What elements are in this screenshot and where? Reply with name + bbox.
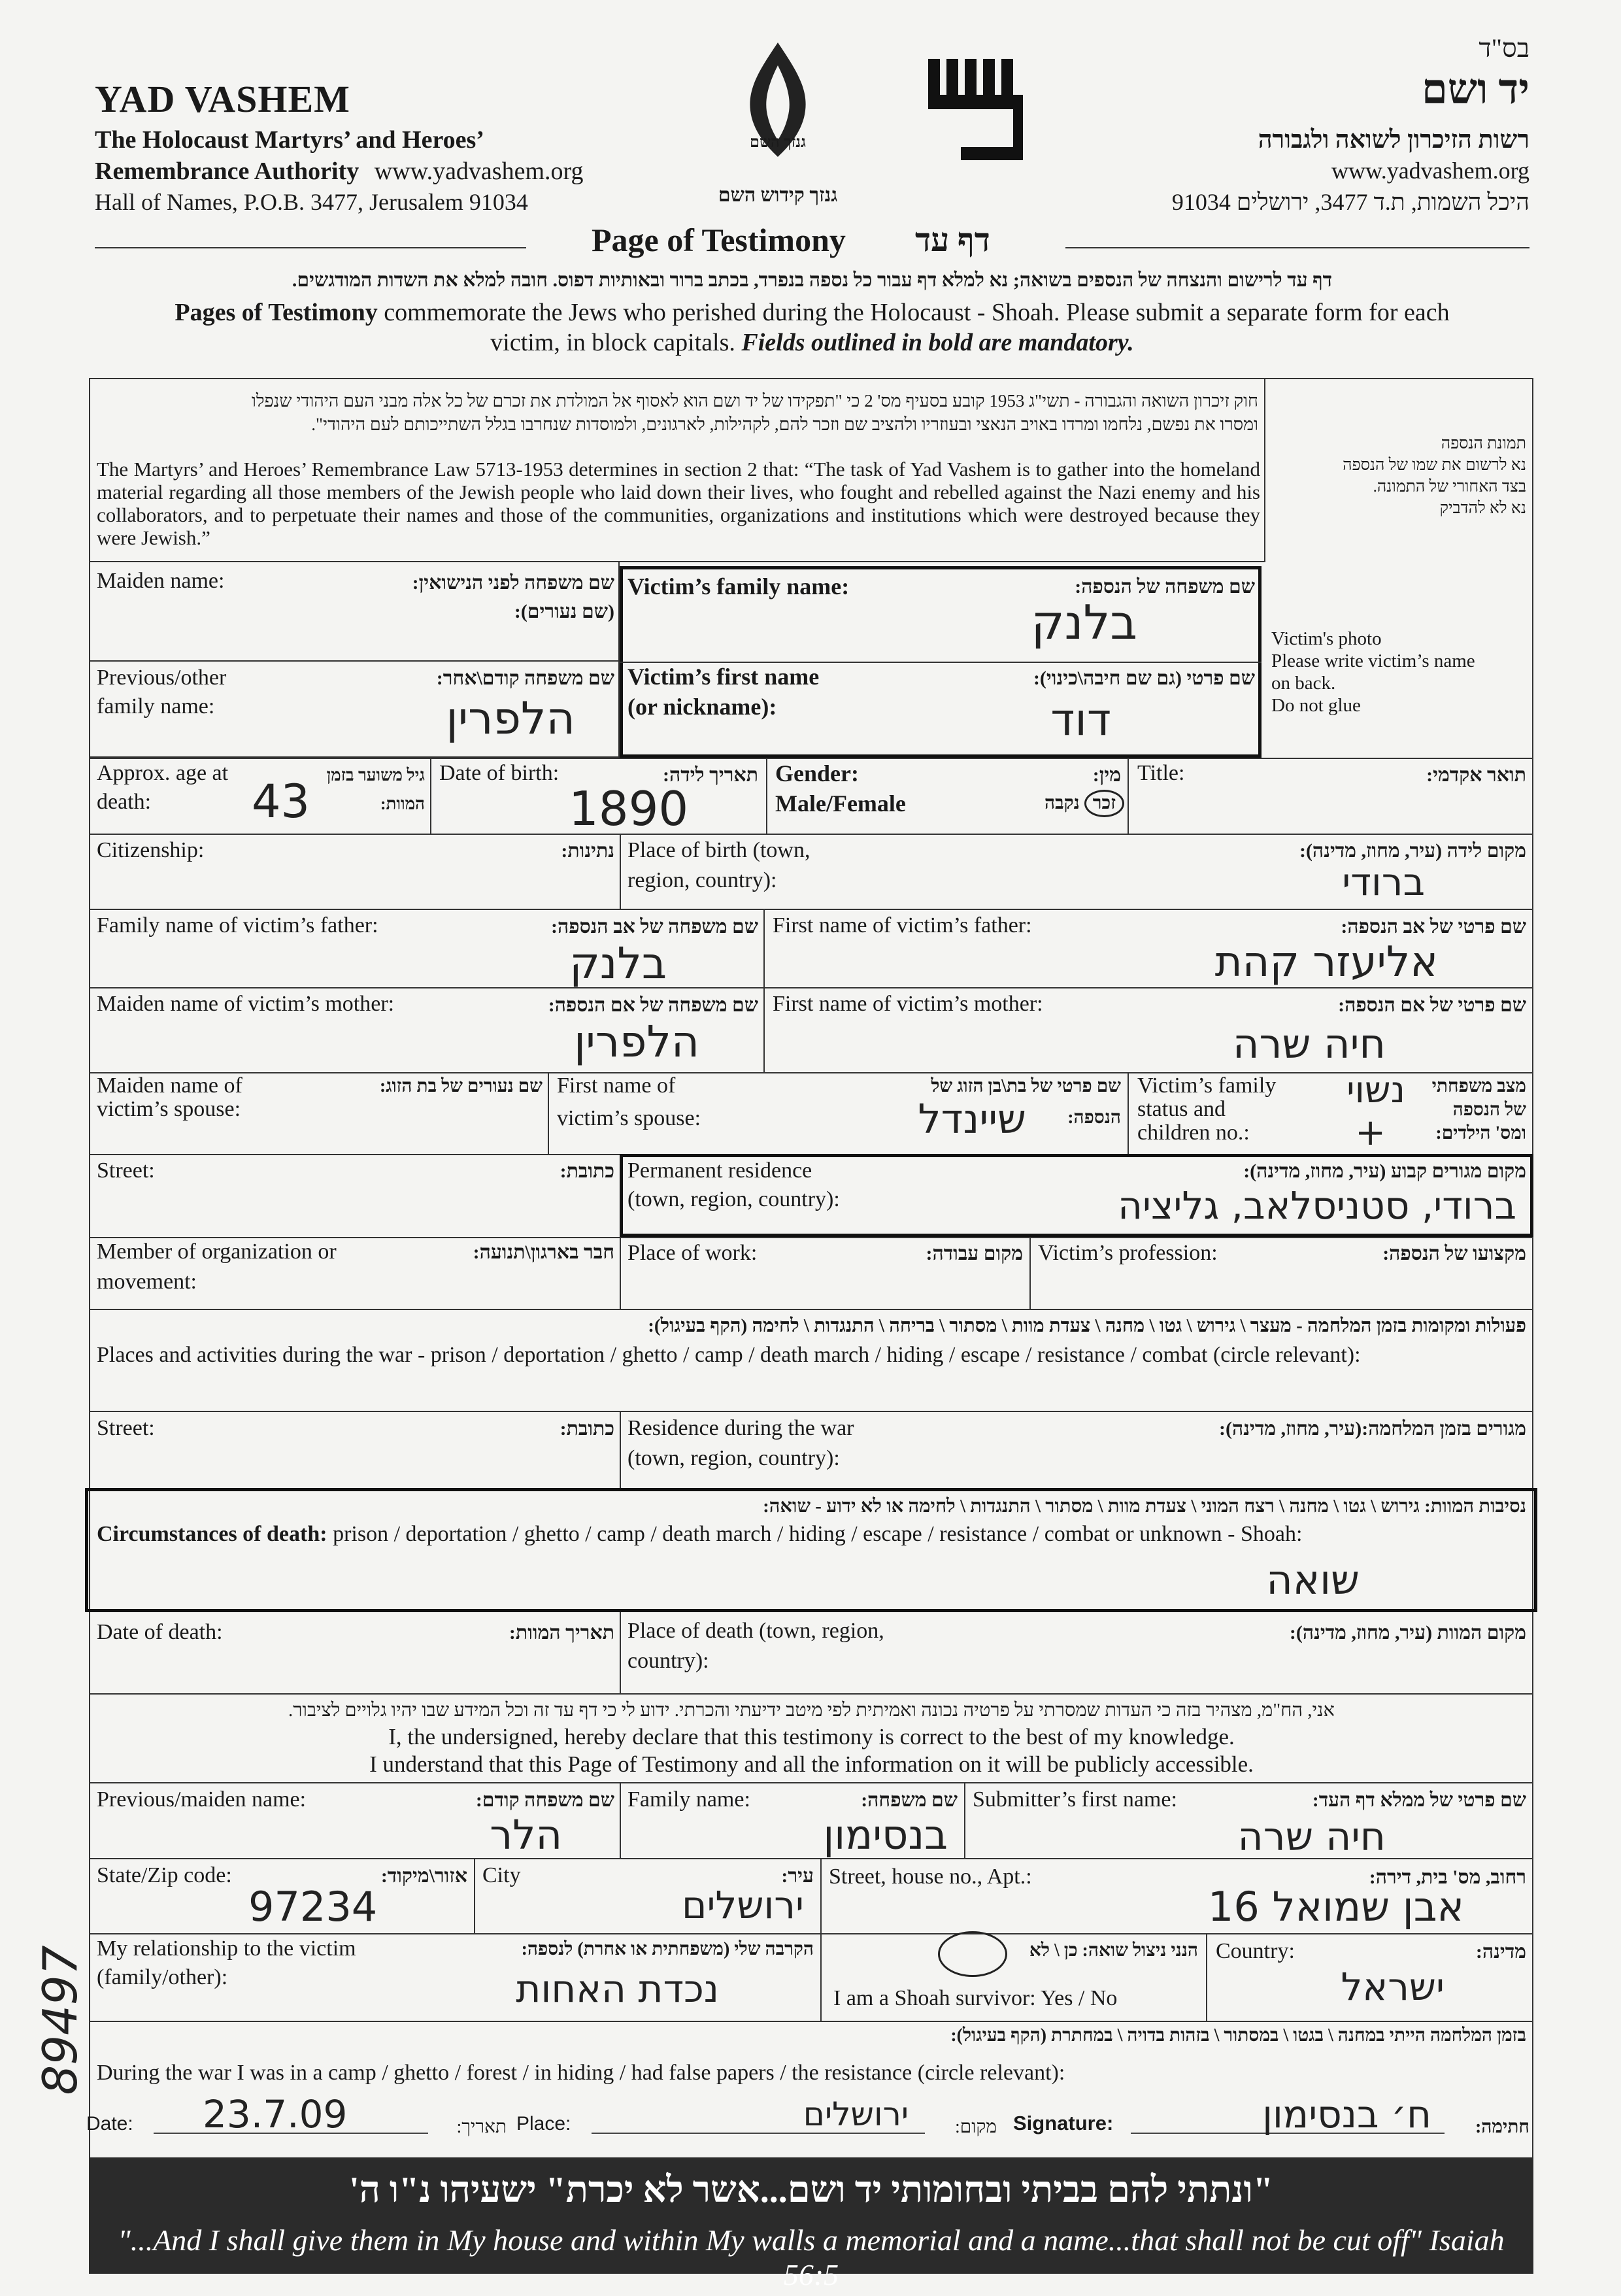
age-value[interactable]: 43: [252, 775, 310, 828]
submitter-prev-label: Previous/maiden name:: [97, 1787, 307, 1812]
gender-female[interactable]: נקבה: [1044, 793, 1080, 813]
workplace-label: Place of work:: [627, 1241, 758, 1265]
father-family-label: Family name of victim’s father:: [97, 913, 378, 937]
prev-family-label-1: Previous/other: [97, 666, 227, 690]
war-activities-en: Places and activities during the war - prison / deportation / ghetto / camp / death march / hiding / escape / resistance / combat (circle relevant):: [97, 1343, 1361, 1367]
relationship-value[interactable]: נכדת האחות: [516, 1967, 719, 2011]
dob-label-he: תאריך לידה:: [663, 764, 758, 786]
circumstances-en: [97, 1521, 1302, 1548]
date-label-he: תאריך:: [456, 2117, 507, 2137]
bsd-mark: בס"ד: [1479, 33, 1529, 63]
father-family-label-he: שם משפחה של אב הנספה:: [551, 916, 758, 937]
country-label: Country:: [1216, 1939, 1295, 1963]
photo-he-2: נא לרשום את שמו של הנספה: [1343, 456, 1526, 474]
address-he: היכל השמות, ת.ד 3477, ירושלים 91034: [1171, 189, 1529, 215]
relationship-label-2: (family/other):: [97, 1965, 228, 1989]
place-value[interactable]: ירושלים: [803, 2095, 909, 2133]
father-first-label: First name of victim’s father:: [773, 913, 1032, 937]
org-name-he: יד ושם: [1421, 66, 1529, 112]
signature-label: Signature:: [1013, 2112, 1114, 2135]
father-first-value[interactable]: אליעזר קהת: [1214, 938, 1438, 987]
spouse-first-label-2: victim’s spouse:: [557, 1106, 701, 1130]
instructions-en-italic: Fields outlined in bold are mandatory.: [741, 329, 1134, 356]
profession-label-he: מקצועו של הנספה:: [1382, 1243, 1526, 1264]
subtitle-en-2: Remembrance Authority: [95, 158, 359, 185]
submitter-family-value[interactable]: בנסימון: [823, 1811, 948, 1859]
perm-res-label-1: Permanent residence: [627, 1158, 812, 1183]
title-rule-right: [1065, 247, 1529, 248]
birthplace-label-he: מקום לידה (עיר, מחוז, מדינה):: [1299, 840, 1526, 862]
victim-first-label-he: שם פרטי (גם שם חיבה\כינוי):: [1033, 667, 1255, 689]
submitter-divider-1: [620, 1782, 621, 1858]
archive-number: 89497: [33, 1945, 88, 2095]
dob-label: Date of birth:: [439, 761, 560, 785]
spouse-first-label-he-1: שם פרטי של בת\בן הזוג של: [931, 1076, 1121, 1096]
law-en: The Martyrs’ and Heroes’ Remembrance Law 5713-1953 determines in section 2 that: “The task of Yad Vashem is to gather into the homeland material regarding all those members of the Jewish people who laid down their lives, who fought and rebelled against the Nazi enemy and his collaborators, and to perpetuate their names and those of the communities, organizations and institutions which were destroyed because they were Jewish.”: [97, 458, 1260, 549]
footer-quote-he: "ונתתי להם בביתי ובחומותי יד ושם...אשר לא יכרת" ישעיהו נ"ו ה': [349, 2170, 1273, 2210]
address-en: Hall of Names, P.O.B. 3477, Jerusalem 91034: [95, 189, 528, 215]
row-divider-declaration: [89, 1693, 1533, 1695]
survivor-no-circle[interactable]: [938, 1931, 1007, 1977]
mother-first-value[interactable]: חיה שרה: [1232, 1020, 1386, 1068]
profession-label: Victim’s profession:: [1038, 1241, 1218, 1265]
law-he-1: חוק זיכרון השואה והגבורה - תשי"ג 1953 קובע בסעיף מס' 2 כי "תפקידו של יד ושם הוא לאסוף אל המולדת את זכרם של כל אלה מבני העם היהודי שנפלו: [251, 391, 1258, 411]
city-label-he: עיר:: [781, 1865, 814, 1887]
date-death-label-he: תאריך המוות:: [509, 1622, 614, 1644]
dob-value[interactable]: 1890: [569, 781, 689, 836]
instructions-en-bold: Pages of Testimony: [175, 299, 378, 326]
circumstances-value[interactable]: שואה: [1266, 1556, 1360, 1604]
row-divider-relationship: [89, 1933, 1533, 1934]
declaration-he: אני, הח"מ, מצהיר בזה כי העדות שמסרתי על פרטיה נכונה ואמיתית לפי מיטב ידיעתי והכרתי. ידוע לי כי דף עד זה וכל המידע שבו יהיו גלויים לציבור.: [288, 1700, 1335, 1721]
org-label-1: Member of organization or: [97, 1240, 337, 1264]
maiden-name-label-he2: (שם נעורים):: [514, 601, 614, 622]
row-divider-war-res: [89, 1411, 1533, 1412]
birthplace-label-1: Place of birth (town,: [627, 838, 811, 862]
row-divider-war-status: [89, 2021, 1533, 2022]
victim-first-value[interactable]: דוד: [1050, 694, 1111, 746]
law-he-2: ומסרו את נפשם, נלחמו ומרדו באויב הנאצי ובעוזריו ולהציב שם וזכר להם, לקהילות, לארגונים, ולמוסדות שנחרבו בגלל השתייכותם לעם היהודי".: [311, 414, 1258, 434]
row-divider-war: [89, 1309, 1533, 1310]
title-rule-left: [95, 247, 526, 248]
row-divider-submitter: [89, 1782, 1533, 1783]
submitter-family-label-he: שם משפחה:: [861, 1789, 958, 1811]
title-label: Title:: [1137, 761, 1185, 785]
war-res-label-1: Residence during the war: [627, 1416, 854, 1440]
perm-res-value[interactable]: ברודי, סטניסלאב, גליציה: [1118, 1183, 1516, 1228]
instructions-he: דף עד לרישום והנצחה של הנספים בשואה; נא למלא דף עבור כל נספה בנפרד, בכתב ברור ובאותיות דפוס. חובה למלא את השדות המודגשים.: [292, 269, 1333, 291]
gender-label-1: Gender:: [775, 760, 859, 786]
spouse-first-label-he-2: הנספה:: [1067, 1107, 1121, 1128]
family-status-label-3: children no.:: [1137, 1121, 1250, 1145]
address-divider-1: [474, 1858, 475, 1933]
logo-caption: גנזך קידוש השם: [718, 184, 838, 206]
family-status-value-2[interactable]: +: [1355, 1111, 1386, 1154]
zip-value[interactable]: 97234: [248, 1883, 378, 1931]
submitter-first-value[interactable]: חיה שרה: [1237, 1814, 1386, 1860]
prev-family-label-he: שם משפחה קודם\אחר:: [436, 667, 614, 689]
parents-divider: [763, 909, 765, 1072]
photo-instructions-he: [1271, 433, 1526, 519]
victim-family-label: Victim’s family name:: [627, 573, 850, 599]
spouse-first-value[interactable]: שיינדל: [918, 1095, 1026, 1143]
street-house-label-he: רחוב, מס' בית, דירה:: [1369, 1866, 1526, 1888]
gender-label-he: מין:: [1092, 764, 1121, 786]
address-divider-2: [820, 1858, 822, 1933]
page-title-en: Page of Testimony: [592, 222, 846, 258]
relationship-divider-1: [820, 1933, 822, 2021]
relationship-label-1: My relationship to the victim: [97, 1936, 356, 1961]
row-divider-citizenship: [89, 834, 1533, 835]
title-label-he: תואר אקדמי:: [1426, 764, 1526, 786]
gender-title-divider: [1128, 758, 1129, 834]
war-res-divider: [620, 1411, 621, 1488]
instructions-en: [95, 297, 1529, 358]
family-status-he-3: ומס' הילדים:: [1435, 1123, 1526, 1143]
org-name-en: YAD VASHEM: [95, 78, 350, 120]
age-label-he-1: גיל משוער בזמן: [326, 766, 425, 785]
citizenship-divider: [620, 834, 621, 909]
place-label-he: מקום:: [955, 2117, 997, 2137]
citizenship-label: Citizenship:: [97, 838, 205, 862]
war-res-label-2: (town, region, country):: [627, 1446, 840, 1470]
survivor-label-he: הנני ניצול שואה: כן \ לא: [1029, 1940, 1198, 1961]
spouse-first-label-1: First name of: [557, 1073, 676, 1098]
instructions-en-2: victim, in block capitals.: [490, 329, 742, 356]
age-dob-divider: [430, 758, 431, 834]
spouse-divider-2: [1128, 1072, 1129, 1154]
street-label-he: כתובת:: [560, 1160, 614, 1182]
street-house-label: Street, house no., Apt.:: [829, 1865, 1032, 1889]
country-label-he: מדינה:: [1475, 1941, 1526, 1963]
mother-first-label-he: שם פרטי של אם הנספה:: [1338, 994, 1526, 1016]
yad-vashem-mark-icon: [922, 56, 1033, 167]
war-status-en: During the war I was in a camp / ghetto / forest / in hiding / had false papers / the resistance (circle relevant):: [97, 2061, 1065, 2085]
photo-en-2: Please write victim’s name: [1271, 650, 1475, 671]
victim-family-value[interactable]: בלנק: [1031, 595, 1137, 650]
photo-en-3: on back.: [1271, 673, 1336, 694]
website-he: www.yadvashem.org: [1331, 158, 1529, 184]
mother-maiden-value[interactable]: הלפרין: [574, 1017, 699, 1067]
gender-male-circled[interactable]: זכר: [1084, 790, 1124, 817]
photo-he-3: בצד האחורי של התמונה.: [1373, 478, 1526, 496]
war-street-label: Street:: [97, 1416, 155, 1440]
war-res-label-he: מגורים בזמן המלחמה:(עיר, מחוז, מדינה):: [1218, 1418, 1526, 1440]
perm-res-label-he: מקום מגורים קבוע (עיר, מחוז, מדינה):: [1243, 1160, 1526, 1182]
submitter-divider-2: [964, 1782, 965, 1858]
prev-family-value[interactable]: הלפרין: [446, 693, 575, 745]
submitter-prev-label-he: שם משפחה קודם:: [475, 1789, 614, 1811]
family-status-value-1[interactable]: נשוי: [1346, 1069, 1405, 1111]
survivor-label-en: I am a Shoah survivor: Yes / No: [833, 1986, 1118, 2010]
father-first-label-he: שם פרטי של אב הנספה:: [1341, 916, 1526, 937]
zip-label: State/Zip code:: [97, 1863, 232, 1887]
age-label-1: Approx. age at: [97, 761, 229, 785]
zip-label-he: אזור\מיקוד:: [380, 1865, 467, 1887]
date-death-label: Date of death:: [97, 1620, 223, 1644]
maiden-name-label-he: שם משפחה לפני הנישואין:: [412, 572, 614, 594]
country-value[interactable]: ישראל: [1341, 1965, 1445, 2009]
victim-first-label-2: (or nickname):: [627, 694, 777, 720]
dob-gender-divider: [766, 758, 767, 834]
street-house-value[interactable]: אבן שמואל 16: [1207, 1883, 1464, 1931]
place-death-label-2: country):: [627, 1649, 709, 1673]
family-status-he-2: של הנספה: [1452, 1100, 1526, 1120]
prev-family-label-2: family name:: [97, 694, 215, 718]
father-family-value[interactable]: בלנק: [569, 938, 667, 988]
death-divider: [620, 1612, 621, 1693]
spouse-maiden-label-1: Maiden name of: [97, 1073, 242, 1098]
war-status-he: בזמן המלחמה הייתי במחנה \ בגטו \ במסתור \ בזהות בדויה \ במחתרת (הקף בעיגול):: [950, 2025, 1526, 2046]
date-value[interactable]: 23.7.09: [203, 2092, 348, 2136]
family-status-label-2: status and: [1137, 1097, 1226, 1121]
website-en: www.yadvashem.org: [374, 158, 584, 185]
war-activities-he: פעולות ומקומות בזמן המלחמה - מעצר \ גירוש \ גטו \ מחנה \ צעדת מוות \ מסתור \ בריחה \ התנגדות \ לחימה (הקף בעיגול):: [648, 1315, 1526, 1336]
gender-options-he: [1020, 790, 1124, 817]
relationship-label-he: הקרבה שלי (משפחתית או אחרת) לנספה:: [521, 1939, 814, 1959]
subtitle-he: רשות הזיכרון לשואה ולגבורה: [1258, 126, 1529, 154]
citizenship-label-he: נתינות:: [561, 840, 614, 862]
mother-first-label: First name of victim’s mother:: [773, 992, 1043, 1016]
subtitle-en-1: The Holocaust Martyrs’ and Heroes’: [95, 126, 484, 154]
circumstances-en-bold: Circumstances of death:: [97, 1522, 327, 1546]
date-label: Date:: [86, 2113, 133, 2135]
signature-label-he: חתימה:: [1475, 2117, 1529, 2137]
mother-maiden-label-he: שם משפחה של אם הנספה:: [548, 994, 758, 1016]
perm-res-label-2: (town, region, country):: [627, 1187, 840, 1211]
org-divider-2: [1029, 1237, 1031, 1309]
victim-first-label-1: Victim’s first name: [627, 664, 820, 690]
street-label: Street:: [97, 1158, 155, 1183]
circumstances-he-text: גירוש \ גטו \ מחנה \ רצח המוני \ צעדת מוות \ מסתור \ התנגדות \ לחימה או לא ידוע - שואה:: [763, 1496, 1425, 1517]
signature-value[interactable]: ח׳ בנסימון: [1262, 2092, 1431, 2136]
birthplace-value[interactable]: ברודי: [1342, 860, 1425, 904]
photo-instructions-en: [1271, 628, 1529, 717]
submitter-prev-value[interactable]: הלר: [490, 1811, 562, 1859]
photo-he-1: תמונת הנספה: [1441, 435, 1526, 452]
circumstances-he-bold: נסיבות המוות:: [1424, 1496, 1526, 1517]
footer-band: [89, 2157, 1533, 2291]
family-status-label-1: Victim’s family: [1137, 1073, 1277, 1098]
photo-en-1: Victim's photo: [1271, 628, 1382, 649]
maiden-name-label: Maiden name:: [97, 569, 225, 593]
age-label-2: death:: [97, 790, 152, 814]
page-title-he: דף עד: [915, 222, 990, 258]
spouse-maiden-label-he: שם נעורים של בת הזוג:: [379, 1076, 543, 1096]
relationship-divider-2: [1206, 1933, 1207, 2021]
place-death-label-1: Place of death (town, region,: [627, 1619, 884, 1643]
family-status-he-1: מצב משפחתי: [1431, 1076, 1526, 1096]
birthplace-label-2: region, country):: [627, 868, 777, 892]
place-death-label-he: מקום המוות (עיר, מחוז, מדינה):: [1289, 1622, 1526, 1644]
submitter-family-label: Family name:: [627, 1787, 750, 1812]
spouse-maiden-label-2: victim’s spouse:: [97, 1097, 241, 1121]
declaration-en-1: I, the undersigned, hereby declare that this testimony is correct to the best of my knowledge.: [388, 1724, 1235, 1749]
submitter-first-label-he: שם פרטי של ממלא דף העד:: [1312, 1789, 1526, 1811]
instructions-en-1: commemorate the Jews who perished during the Holocaust - Shoah. Please submit a separate form for each: [377, 299, 1450, 326]
circumstances-he: [97, 1493, 1526, 1519]
org-divider-1: [620, 1237, 621, 1309]
logo-text: גנזך השם: [750, 134, 806, 151]
row-divider-address: [89, 1858, 1533, 1859]
submitter-first-label: Submitter’s first name:: [973, 1787, 1177, 1812]
circumstances-en-text: prison / deportation / ghetto / camp / death march / hiding / escape / resistance / combat or unknown - Shoah:: [327, 1522, 1303, 1546]
mother-maiden-label: Maiden name of victim’s mother:: [97, 992, 395, 1016]
place-label: Place:: [516, 2113, 571, 2135]
org-label-he: חבר בארגון\תנועה:: [473, 1241, 614, 1263]
row-divider-mother: [89, 987, 1533, 988]
photo-he-4: נא לא להדביק: [1439, 499, 1526, 517]
row-divider-age: [89, 758, 1533, 759]
footer-quote-en: "...And I shall give them in My house and within My walls a memorial and a name...that shall not be cut off" Isaiah 56:5: [118, 2223, 1505, 2291]
row-divider-father: [89, 909, 1533, 910]
age-label-he-2: המוות:: [380, 794, 425, 813]
org-label-2: movement:: [97, 1270, 197, 1294]
spouse-divider-1: [548, 1072, 549, 1154]
declaration-en: [97, 1723, 1526, 1778]
workplace-label-he: מקום עבודה:: [926, 1243, 1023, 1264]
city-label: City: [482, 1863, 521, 1887]
war-street-label-he: כתובת:: [560, 1418, 614, 1440]
gender-label-2: Male/Female: [775, 790, 906, 817]
victim-family-label-he: שם משפחה של הנספה:: [1075, 576, 1255, 598]
city-value[interactable]: ירושלים: [681, 1883, 804, 1927]
photo-en-4: Do not glue: [1271, 695, 1361, 716]
declaration-en-2: I understand that this Page of Testimony and all the information on it will be publicly accessible.: [369, 1751, 1254, 1777]
